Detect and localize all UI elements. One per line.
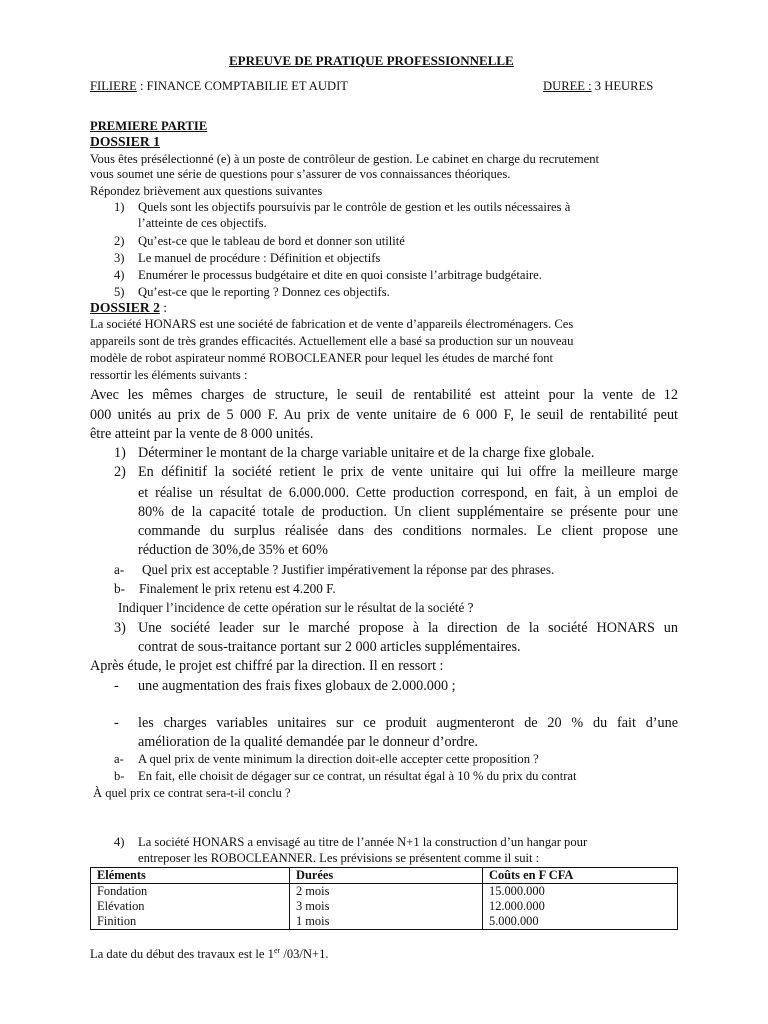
d2-q3a: A quel prix de vente minimum la direction doit-elle accepter cette proposition ?: [138, 752, 539, 766]
d2-q1-num: 1): [114, 445, 126, 461]
table-header-cell: Coûts en F CFA: [483, 868, 678, 884]
d1-q2-line1: Qu’est-ce que le tableau de bord et donner son utilité: [138, 234, 405, 248]
d1-q1-line1: Quels sont les objectifs poursuivis par le contrôle de gestion et les outils nécessaires à: [138, 200, 571, 214]
start-date-suffix: /03/N+1.: [280, 947, 329, 961]
d2-para1-line3: être atteint par la vente de 8 000 unités.: [90, 426, 314, 442]
dossier2-title-suffix: :: [159, 300, 168, 315]
d1-q5-line1: Qu’est-ce que le reporting ? Donnez ces objectifs.: [138, 285, 390, 299]
d2-para1-line1: Avec les mêmes charges de structure, le seuil de rentabilité est atteint pour la vente de 12: [90, 387, 678, 403]
d2-q2a-num: a-: [114, 562, 125, 577]
d2-q2-num: 2): [114, 464, 126, 480]
d2-intro-4: ressortir les éléments suivants :: [90, 368, 248, 382]
d2-q4-line1: La société HONARS a envisagé au titre de l’année N+1 la construction d’un hangar pour: [138, 835, 588, 849]
d1-q5-num: 5): [114, 285, 125, 299]
d1-q1-num: 1): [114, 200, 125, 214]
start-date-sup: er: [273, 945, 281, 955]
start-date-prefix: La date du début des travaux est le 1: [90, 947, 274, 961]
part-title: PREMIERE PARTIE: [90, 119, 208, 133]
d2-q1: Déterminer le montant de la charge variable unitaire et de la charge fixe globale.: [138, 445, 595, 461]
d2-q3-line1: Une société leader sur le marché propose à la direction de la société HONARS un: [138, 620, 678, 636]
d1-q4-line1: Enumérer le processus budgétaire et dite en quoi consiste l’arbitrage budgétaire.: [138, 268, 542, 282]
d1-q3-num: 3): [114, 251, 125, 265]
table-header-cell: Eléments: [91, 868, 290, 884]
table-row: [91, 914, 678, 930]
filiere-line: [90, 79, 348, 94]
table-cell: 1 mois: [290, 914, 483, 930]
dossier1-intro-1: Vous êtes présélectionné (e) à un poste de contrôleur de gestion. Le cabinet en charge du recrutement: [90, 152, 600, 166]
table-cell: 12.000.000: [483, 899, 678, 914]
d1-q1-line2: l’atteinte de ces objectifs.: [138, 216, 267, 230]
construction-costs-table: [90, 867, 678, 930]
dossier1-intro-3: Répondez brièvement aux questions suivantes: [90, 184, 323, 198]
d2-bullet2-line1: les charges variables unitaires sur ce produit augmenteront de 20 % du fait d’une: [138, 715, 678, 731]
table-header-cell: Durées: [290, 868, 483, 884]
duree-label: DUREE :: [543, 79, 592, 93]
dossier2-title: DOSSIER 2: [90, 300, 160, 315]
table-header-row: [91, 868, 678, 884]
d2-q2-line4: commande du surplus réalisée dans des conditions normales. Le client propose une: [138, 523, 678, 539]
d2-q4-num: 4): [114, 835, 125, 849]
table-cell: 5.000.000: [483, 914, 678, 930]
d2-q4-line2: entreposer les ROBOCLEANNER. Les prévisions se présentent comme il suit :: [138, 851, 540, 865]
d2-q2-line5: réduction de 30%,de 35% et 60%: [138, 542, 328, 558]
d2-intro-3: modèle de robot aspirateur nommé ROBOCLEANER pour lequel les études de marché font: [90, 351, 554, 365]
d2-q2-line1: En définitif la société retient le prix de vente unitaire qui lui offre la meilleure marge: [138, 464, 678, 480]
d2-bullet1: une augmentation des frais fixes globaux de 2.000.000 ;: [138, 678, 456, 694]
start-date-line: [90, 947, 329, 962]
d2-q2-line3: 80% de la capacité totale de production. Un client supplémentaire se présente pour une: [138, 504, 678, 520]
filiere-value: : FINANCE COMPTABILIE ET AUDIT: [136, 79, 348, 93]
d2-q3b-follow: À quel prix ce contrat sera-t-il conclu ?: [93, 786, 291, 800]
filiere-label: FILIERE: [90, 79, 137, 93]
dossier2-heading: [90, 299, 167, 317]
d2-q3b: En fait, elle choisit de dégager sur ce contrat, un résultat égal à 10 % du prix du contrat: [138, 769, 577, 783]
table-cell: Finition: [91, 914, 290, 930]
d2-para1-line2: 000 unités au prix de 5 000 F. Au prix de vente unitaire de 6 000 F, le seuil de rentabilité peut: [90, 407, 678, 423]
exam-title: EPREUVE DE PRATIQUE PROFESSIONNELLE: [229, 53, 514, 68]
table-cell: Fondation: [91, 884, 290, 900]
d2-q3-line2: contrat de sous-traitance portant sur 2 000 articles supplémentaires.: [138, 639, 521, 655]
d2-bullet2-line2: amélioration de la qualité demandée par le donneur d’ordre.: [138, 734, 478, 750]
table-row: [91, 899, 678, 914]
d2-bullet1-dash: -: [114, 678, 119, 694]
d1-q3-line1: Le manuel de procédure : Définition et objectifs: [138, 251, 381, 265]
d2-q3a-num: a-: [114, 752, 124, 766]
d2-intro-1: La société HONARS est une société de fabrication et de vente d’appareils électroménagers. Ces: [90, 317, 574, 331]
d2-q3-num: 3): [114, 620, 126, 636]
d2-q2b-num: b-: [114, 581, 125, 596]
table-cell: 3 mois: [290, 899, 483, 914]
d2-q2a: Quel prix est acceptable ? Justifier impérativement la réponse par des phrases.: [142, 562, 555, 577]
d2-q2-line2: et réalise un résultat de 6.000.000. Cette production correspond, en fait, à un emploi de: [138, 485, 678, 501]
dossier1-title: DOSSIER 1: [90, 134, 160, 149]
table-cell: Elévation: [91, 899, 290, 914]
d2-q2b-follow: Indiquer l’incidence de cette opération sur le résultat de la société ?: [118, 600, 474, 615]
d2-after-study: Après étude, le projet est chiffré par la direction. Il en ressort :: [90, 658, 444, 674]
d2-bullet2-dash: -: [114, 715, 119, 731]
duree-line: [543, 79, 653, 94]
dossier1-intro-2: vous soumet une série de questions pour s’assurer de vos connaissances théoriques.: [90, 167, 511, 181]
d2-q2b: Finalement le prix retenu est 4.200 F.: [139, 581, 336, 596]
d1-q2-num: 2): [114, 234, 125, 248]
table-cell: 15.000.000: [483, 884, 678, 900]
table-cell: 2 mois: [290, 884, 483, 900]
d2-intro-2: appareils sont de très grandes efficacités. Actuellement elle a basé sa production sur un nouveau: [90, 334, 574, 348]
table-row: [91, 884, 678, 900]
duree-value: 3 HEURES: [591, 79, 654, 93]
d2-q3b-num: b-: [114, 769, 125, 783]
d1-q4-num: 4): [114, 268, 125, 282]
